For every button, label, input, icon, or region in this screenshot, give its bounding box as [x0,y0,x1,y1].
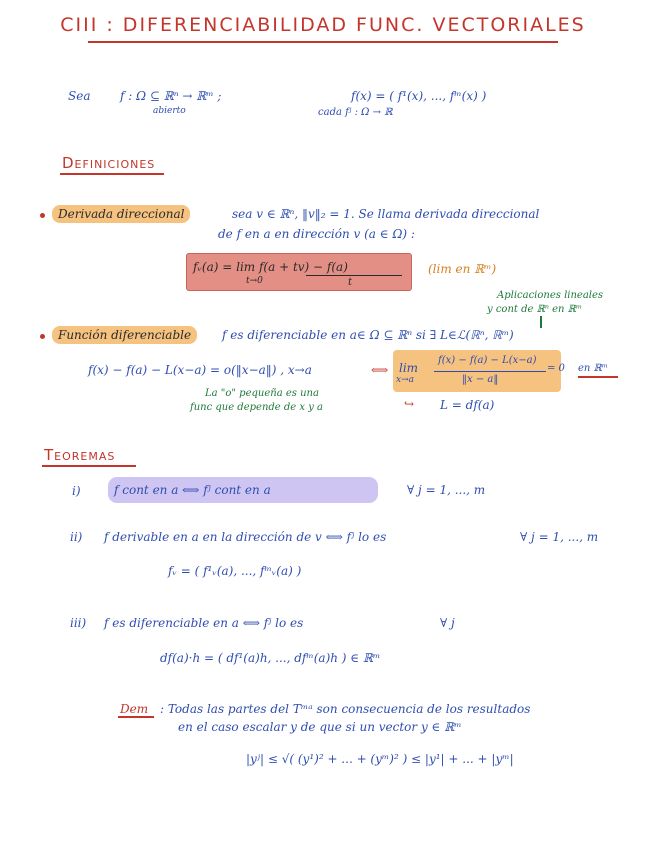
theorem-ii-num: ii) [70,530,83,544]
directional-formula: fᵥ(a) = lim f(a + tv) − f(a) [193,260,348,274]
directional-denominator: t [348,277,353,288]
differentiable-fraction-bar [434,371,546,372]
definitions-underline [60,173,164,175]
theorem-iii-formula: df(a)·h = ( df¹(a)h, ..., dfᵐ(a)h ) ∈ ℝᵐ [160,651,381,665]
proof-underline [118,716,154,718]
theorem-i-text: f cont en a ⟺ fʲ cont en a [114,483,271,497]
intro-abierto: abierto [153,106,186,116]
directional-note: (lim en ℝᵐ) [428,262,497,276]
theorem-iii-text: f es diferenciable en a ⟺ fʲ lo es [104,616,304,630]
theorem-i-forall: ∀ j = 1, ..., m [407,483,486,497]
differentiable-lim-sub: x→a [396,375,414,385]
theorem-iii-num: iii) [70,616,87,630]
differentiable-result: L = df(a) [440,398,495,412]
intro-def-f: f(x) = ( f¹(x), ..., fᵐ(x) ) [351,89,487,103]
proof-formula: |yʲ| ≤ √( (y¹)² + ... + (yᵐ)² ) ≤ |y¹| + ... + |yᵐ| [246,752,514,766]
annotation-arrow [540,316,542,328]
theorems-heading: Teoremas [44,446,116,464]
proof-label: Dem [120,702,149,716]
proof-text-1: : Todas las partes del Tᵐᵃ son consecuencia de los resultados [160,702,531,716]
theorem-ii-text: f derivable en a en la dirección de v ⟺ fʲ lo es [104,530,387,544]
diff-annotation-2: y cont de ℝⁿ en ℝᵐ [487,304,583,315]
proof-text-2: en el caso escalar y de que si un vector y ∈ ℝᵐ [178,720,462,734]
intro-func: f : Ω ⊆ ℝⁿ → ℝᵐ ; [120,89,222,103]
return-arrow-icon: ↪ [404,397,415,411]
diff-annotation-1: Aplicaciones lineales [497,290,604,301]
theorem-ii-forall: ∀ j = 1, ..., m [520,530,599,544]
little-o-note-1: La "o" pequeña es una [205,388,319,399]
differentiable-text: f es diferenciable en a∈ Ω ⊆ ℝⁿ si ∃ L∈ℒ(ℝⁿ, ℝᵐ) [222,328,514,342]
directional-fraction-bar [306,275,402,276]
definitions-heading: Definiciones [62,154,156,172]
in-rm-underline [578,376,618,378]
theorem-ii-formula: fᵥ = ( f¹ᵥ(a), ..., fᵐᵥ(a) ) [168,564,302,578]
differentiable-lim-eq: = 0 [547,363,565,374]
differentiable-eq-left: f(x) − f(a) − L(x−a) = o(‖x−a‖) , x→a [88,363,312,377]
bullet-icon [40,213,45,218]
differentiable-in-rm: en ℝᵐ [578,363,608,374]
iff-arrow-icon: ⟺ [371,363,389,377]
directional-lim-sub: t→0 [246,276,263,286]
intro-cada: cada fʲ : Ω → ℝ [318,107,393,118]
differentiable-lim-word: lim [399,361,419,375]
differentiable-lim-den: ‖x − a‖ [462,374,499,385]
directional-label: Derivada direccional [52,205,190,223]
title-underline [88,41,558,43]
theorem-iii-forall: ∀ j [440,616,455,630]
directional-text-1: sea v ∈ ℝⁿ, ‖v‖₂ = 1. Se llama derivada direccional [232,207,540,221]
little-o-note-2: func que depende de x y a [190,402,323,413]
theorem-i-num: i) [72,484,81,498]
differentiable-label: Función diferenciable [52,326,197,344]
theorems-underline [42,465,136,467]
directional-text-2: de f en a en dirección v (a ∈ Ω) : [218,227,415,241]
page-title: CIII : DIFERENCIABILIDAD FUNC. VECTORIALES [60,14,586,36]
intro-sea: Sea [68,89,91,103]
bullet-icon [40,334,45,339]
differentiable-lim-num: f(x) − f(a) − L(x−a) [438,355,537,366]
